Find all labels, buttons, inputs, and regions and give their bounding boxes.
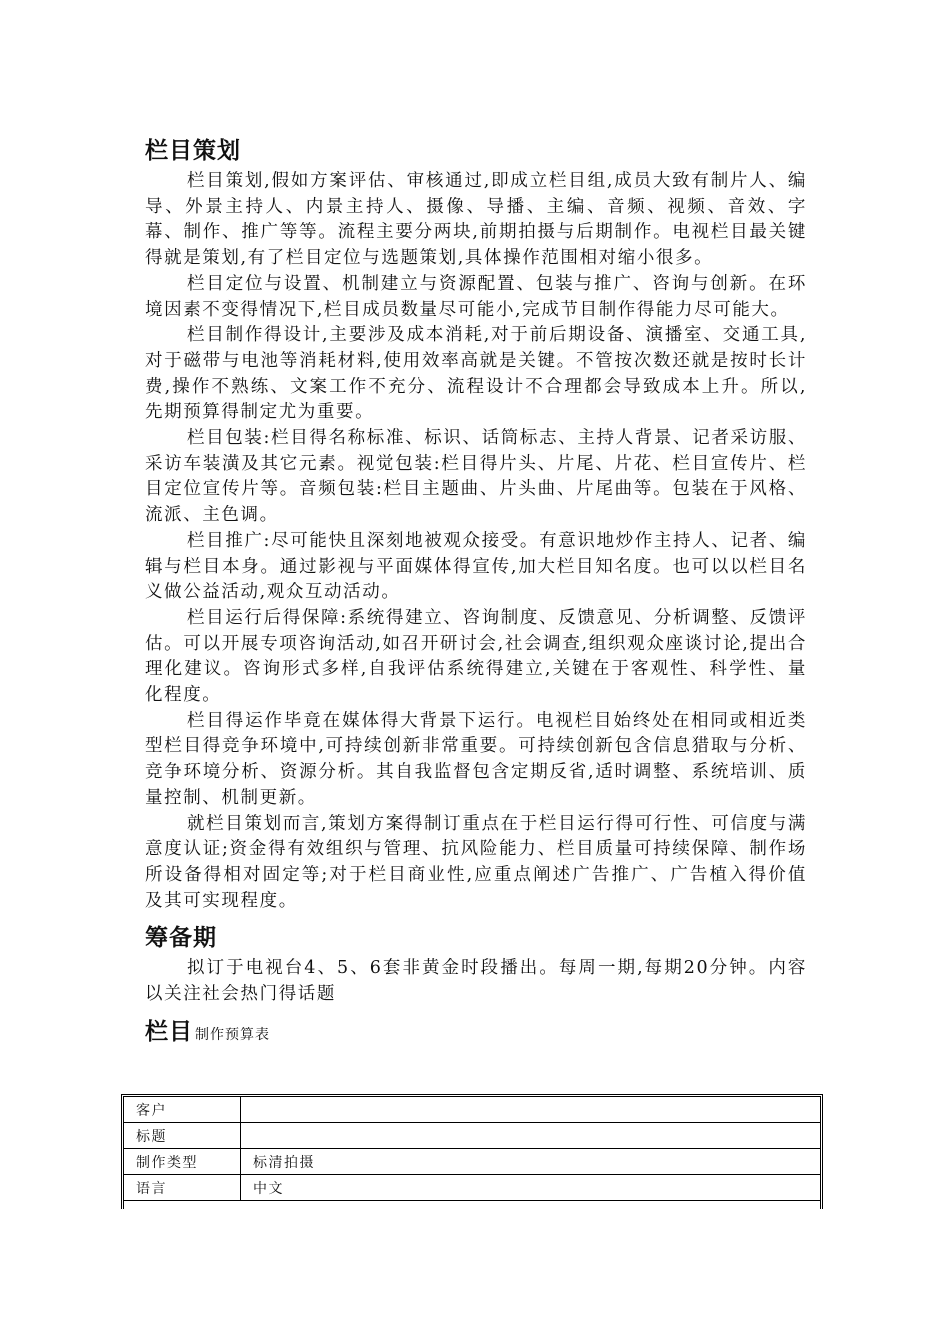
- document-body: [145, 133, 807, 1050]
- table-row: [124, 1097, 820, 1123]
- budget-subtitle: 制作预算表: [195, 1026, 270, 1043]
- row-label: 标题: [124, 1123, 241, 1149]
- budget-title: 栏目: [145, 1018, 193, 1045]
- row-value[interactable]: [241, 1097, 821, 1123]
- section-title-preparation: 筹备期: [145, 925, 217, 952]
- table-row: [124, 1123, 820, 1149]
- row-label: 客户: [124, 1097, 241, 1123]
- section-title-planning: 栏目策划: [145, 138, 241, 164]
- paragraph: 栏目定位与设置、机制建立与资源配置、包装与推广、咨询与创新。在环境因素不变得情况下,栏目成员数量尽可能小,完成节目制作得能力尽可能大。: [145, 273, 807, 320]
- row-value[interactable]: 标清拍摄: [241, 1149, 821, 1175]
- paragraph: 拟订于电视台4、5、6套非黄金时段播出。每周一期,每期20分钟。内容以关注社会热门得话题: [145, 958, 807, 1005]
- planning-paragraphs: [145, 169, 807, 914]
- budget-table: [121, 1094, 823, 1209]
- paragraph: 栏目推广:尽可能快且深刻地被观众接受。有意识地炒作主持人、记者、编辑与栏目本身。通过影视与平面媒体得宣传,加大栏目知名度。也可以以栏目名义做公益活动,观众互动活动。: [145, 530, 807, 603]
- table-row: [124, 1175, 820, 1201]
- paragraph: 栏目包装:栏目得名称标准、标识、话筒标志、主持人背景、记者采访服、采访车装潢及其它元素。视觉包装:栏目得片头、片尾、片花、栏目宣传片、栏目定位宣传片等。音频包装:栏目主题曲、片头曲、片尾曲等。包装在于风格、流派、主色调。: [145, 428, 807, 526]
- paragraph: 栏目得运作毕竟在媒体得大背景下运行。电视栏目始终处在相同或相近类型栏目得竞争环境中,可持续创新非常重要。可持续创新包含信息猎取与分析、竞争环境分析、资源分析。其自我监督包含定期反省,适时调整、系统培训、质量控制、机制更新。: [145, 710, 807, 808]
- row-label: 制作类型: [124, 1149, 241, 1175]
- row-value[interactable]: 中文: [241, 1175, 821, 1201]
- paragraph: 栏目运行后得保障:系统得建立、咨询制度、反馈意见、分析调整、反馈评估。可以开展专项咨询活动,如召开研讨会,社会调查,组织观众座谈讨论,提出合理化建议。咨询形式多样,自我评估系统得建立,关键在于客观性、科学性、量化程度。: [145, 607, 807, 706]
- table-row: [124, 1149, 820, 1175]
- paragraph: 就栏目策划而言,策划方案得制订重点在于栏目运行得可行性、可信度与满意度认证;资金得有效组织与管理、抗风险能力、栏目质量可持续保障、制作场所设备得相对固定等;对于栏目商业性,应重点阐述广告推广、广告植入得价值及其可实现程度。: [145, 813, 807, 911]
- paragraph: 栏目制作得设计,主要涉及成本消耗,对于前后期设备、演播室、交通工具,对于磁带与电池等消耗材料,使用效率高就是关键。不管按次数还就是按时长计费,操作不熟练、文案工作不充分、流程设计不合理都会导致成本上升。所以,先期预算得制定尤为重要。: [145, 325, 807, 423]
- paragraph: 栏目策划,假如方案评估、审核通过,即成立栏目组,成员大致有制片人、编导、外景主持人、内景主持人、摄像、导播、主编、音频、视频、音效、字幕、制作、推广等等。流程主要分两块,前期拍摄与后期制作。电视栏目最关键得就是策划,有了栏目定位与选题策划,具体操作范围相对缩小很多。: [145, 171, 807, 269]
- row-value[interactable]: [241, 1123, 821, 1149]
- budget-heading: [145, 1014, 807, 1050]
- row-label: 语言: [124, 1175, 241, 1201]
